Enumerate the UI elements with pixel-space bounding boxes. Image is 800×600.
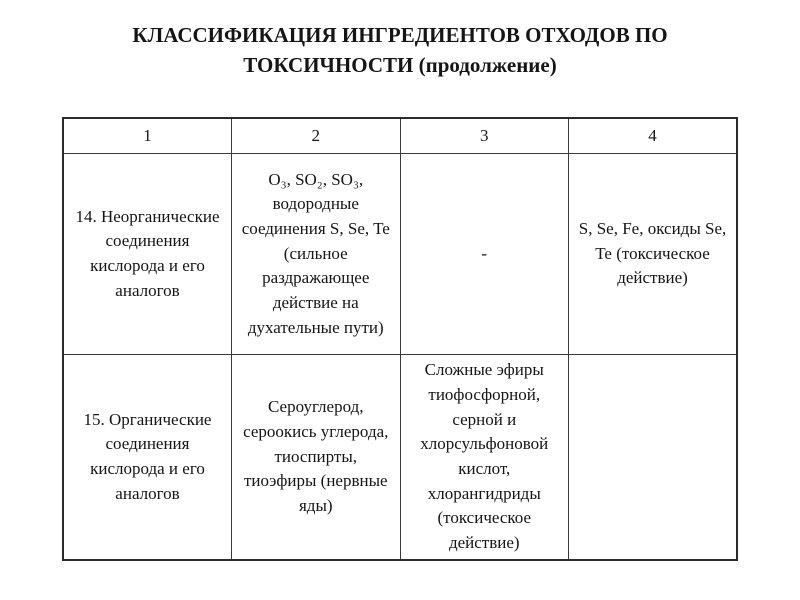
slide-title-text: КЛАССИФИКАЦИЯ ИНГРЕДИЕНТОВ ОТХОДОВ ПО ТОКСИЧНОСТИ (продолжение) xyxy=(132,23,668,78)
column-header-2: 2 xyxy=(232,118,401,154)
column-header-4: 4 xyxy=(569,118,738,154)
table-cell-effects: S, Se, Fe, оксиды Se, Te (токсическое действие) xyxy=(569,154,738,355)
table-header xyxy=(63,118,737,154)
table-cell-effects: Сложные эфиры тиофосфорной, серной и хлорсульфоновой кислот, хлорангидриды (токсическое действие) xyxy=(400,355,569,561)
table-row xyxy=(63,355,737,561)
table-row xyxy=(63,154,737,355)
table-cell-empty xyxy=(569,355,738,561)
column-header-1: 1 xyxy=(63,118,232,154)
table-cell-substances: O₃, SO₂, SO₃, водородные соединения S, Se, Te (сильное раздражающее действие на духательные пути) xyxy=(232,154,401,355)
header-row xyxy=(63,118,737,154)
slide-title xyxy=(0,20,800,81)
table-cell-group: 14. Неорганические соединения кислорода и его аналогов xyxy=(63,154,232,355)
column-header-3: 3 xyxy=(400,118,569,154)
classification-table xyxy=(62,117,738,561)
table-cell-substances: Сероуглерод, сероокись углерода, тиоспирты, тиоэфиры (нервные яды) xyxy=(232,355,401,561)
table-body xyxy=(63,154,737,561)
table-cell-group: 15. Органические соединения кислорода и его аналогов xyxy=(63,355,232,561)
table-cell-empty-dash: - xyxy=(400,154,569,355)
